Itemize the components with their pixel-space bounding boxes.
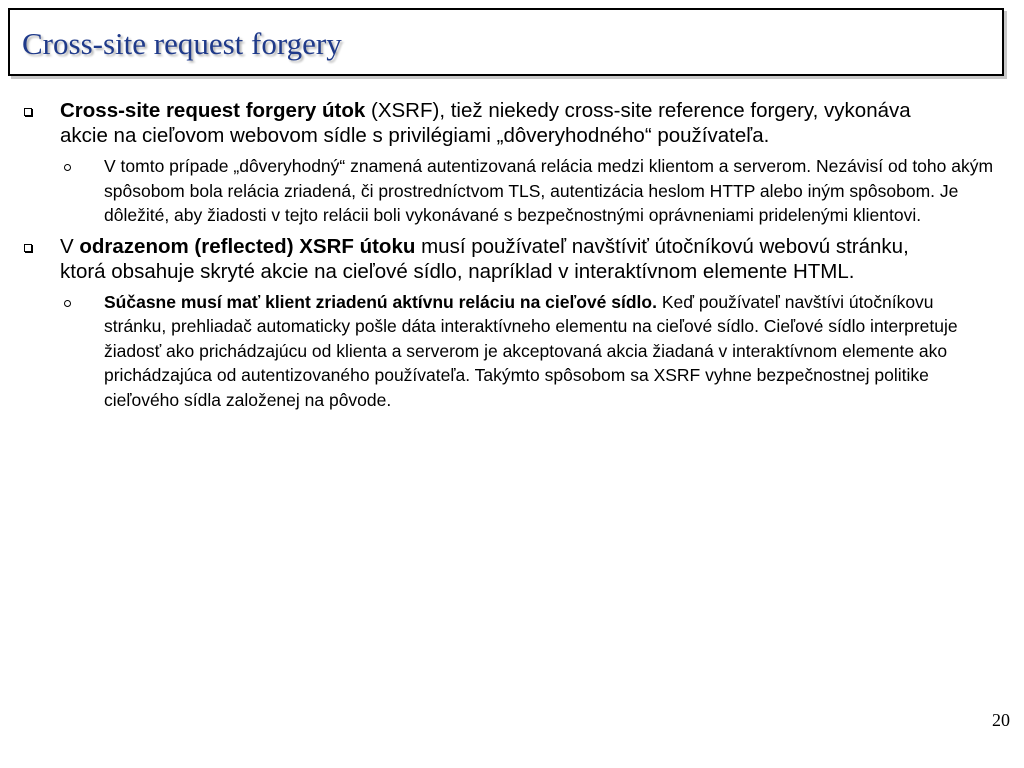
bullet-item-1 xyxy=(60,98,940,148)
sub-bullet-1-text: V tomto prípade „dôveryhodný“ znamená autentizovaná relácia medzi klientom a serverom. Nezávisí od toho akým spôsobom bola relácia zriadená, či prostredníctvom TLS, autentizácia heslom HTTP alebo iným spôsobom. Je dôležité, aby žiadosti v tejto relácii boli vykonávané s bezpečnostnými oprávneniami pridelenými klientovi. xyxy=(104,156,994,225)
slide-title: Cross-site request forgery xyxy=(22,26,342,61)
slide-content xyxy=(0,98,1024,418)
page-number: 20 xyxy=(992,710,1010,730)
bullet-1-text: (XSRF), tiež niekedy cross-site reference forgery, vykonáva akcie na cieľovom webovom sídle s privilégiami „dôveryhodného“ používateľa. xyxy=(60,99,911,147)
bullet-2-text: musí používateľ navštíviť útočníkovú webovú stránku, ktorá obsahuje skryté akcie na cieľové sídlo, napríklad v interaktívnom elemente HTML. xyxy=(60,234,909,283)
sub-bullet-2-bold: Súčasne musí mať klient zriadenú aktívnu reláciu na cieľové sídlo. xyxy=(104,291,657,312)
circle-bullet-icon xyxy=(64,300,71,307)
sub-bullet-2-text: Keď používateľ navštívi útočníkovu stránku, prehliadač automaticky pošle dáta interaktívneho elementu na cieľové sídlo. Cieľové sídlo interpretuje žiadosť ako prichádzajúcu od klienta a serverom je akceptovaná akcia žiadaná v interaktívnom elemente ako prichádzajúca od autentizovaného používateľa. Takýmto spôsobom sa XSRF vyhne bezpečnostnej politike cieľového sídla založenej na pôvode. xyxy=(104,291,958,410)
bullet-1-bold: Cross-site request forgery útok xyxy=(60,99,366,122)
square-bullet-icon xyxy=(24,244,32,252)
bullet-2-bold: odrazenom (reflected) XSRF útoku xyxy=(79,234,416,258)
square-bullet-icon xyxy=(24,108,32,116)
sub-bullet-item-1 xyxy=(104,154,994,228)
bullet-2-prefix: V xyxy=(60,234,80,258)
sub-bullet-item-2 xyxy=(104,290,994,413)
slide-title-box xyxy=(8,8,1004,76)
circle-bullet-icon xyxy=(64,164,71,171)
bullet-item-2 xyxy=(60,234,940,284)
